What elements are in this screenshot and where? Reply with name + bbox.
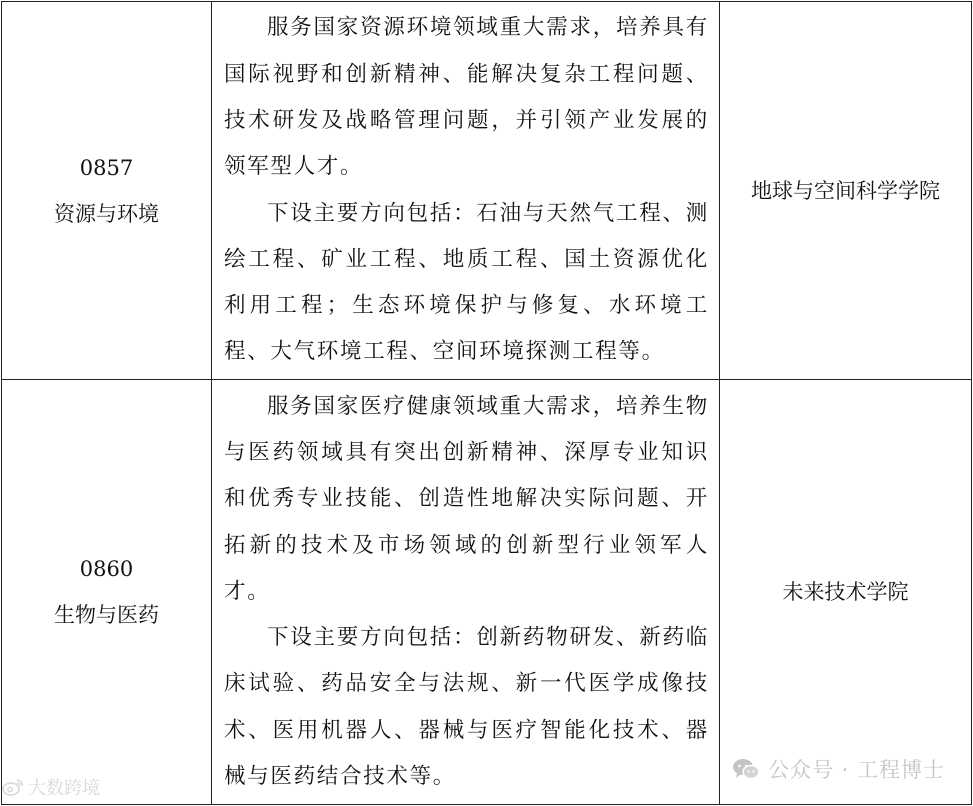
school-name: 地球与空间科学学院	[720, 2, 972, 380]
directions-paragraph: 下设主要方向包括：石油与天然气工程、测绘工程、矿业工程、地质工程、国土资源优化利用工程；生态环境保护与修复、水环境工程、大气环境工程、空间环境探测工程等。	[224, 200, 709, 365]
program-code-cell	[2, 2, 212, 380]
description-paragraph: 服务国家医疗健康领域重大需求，培养生物与医药领域具有突出创新精神、深厚专业知识和优秀专业技能、创造性地解决实际问题、开拓新的技术及市场领域的创新型行业领军人才。	[224, 393, 709, 604]
program-description	[212, 380, 720, 805]
program-code: 0860	[79, 557, 134, 581]
programs-table	[1, 1, 972, 805]
program-description	[212, 2, 720, 380]
program-name: 资源与环境	[54, 201, 159, 226]
school-name: 未来技术学院	[720, 380, 972, 805]
description-paragraph: 服务国家资源环境领域重大需求，培养具有国际视野和创新精神、能解决复杂工程问题、技术研发及战略管理问题，并引领产业发展的领军型人才。	[224, 15, 709, 180]
table-row	[2, 2, 972, 380]
table-row	[2, 380, 972, 805]
program-code-cell	[2, 380, 212, 805]
program-name: 生物与医药	[54, 603, 159, 627]
program-code: 0857	[79, 155, 134, 180]
directions-paragraph: 下设主要方向包括：创新药物研发、新药临床试验、药品安全与法规、新一代医学成像技术、医用机器人、器械与医疗智能化技术、器械与医药结合技术等。	[224, 625, 709, 790]
watermark-right-text: 公众号 · 工程博士	[767, 758, 945, 782]
watermark-left-text: 大数跨境	[28, 778, 100, 799]
